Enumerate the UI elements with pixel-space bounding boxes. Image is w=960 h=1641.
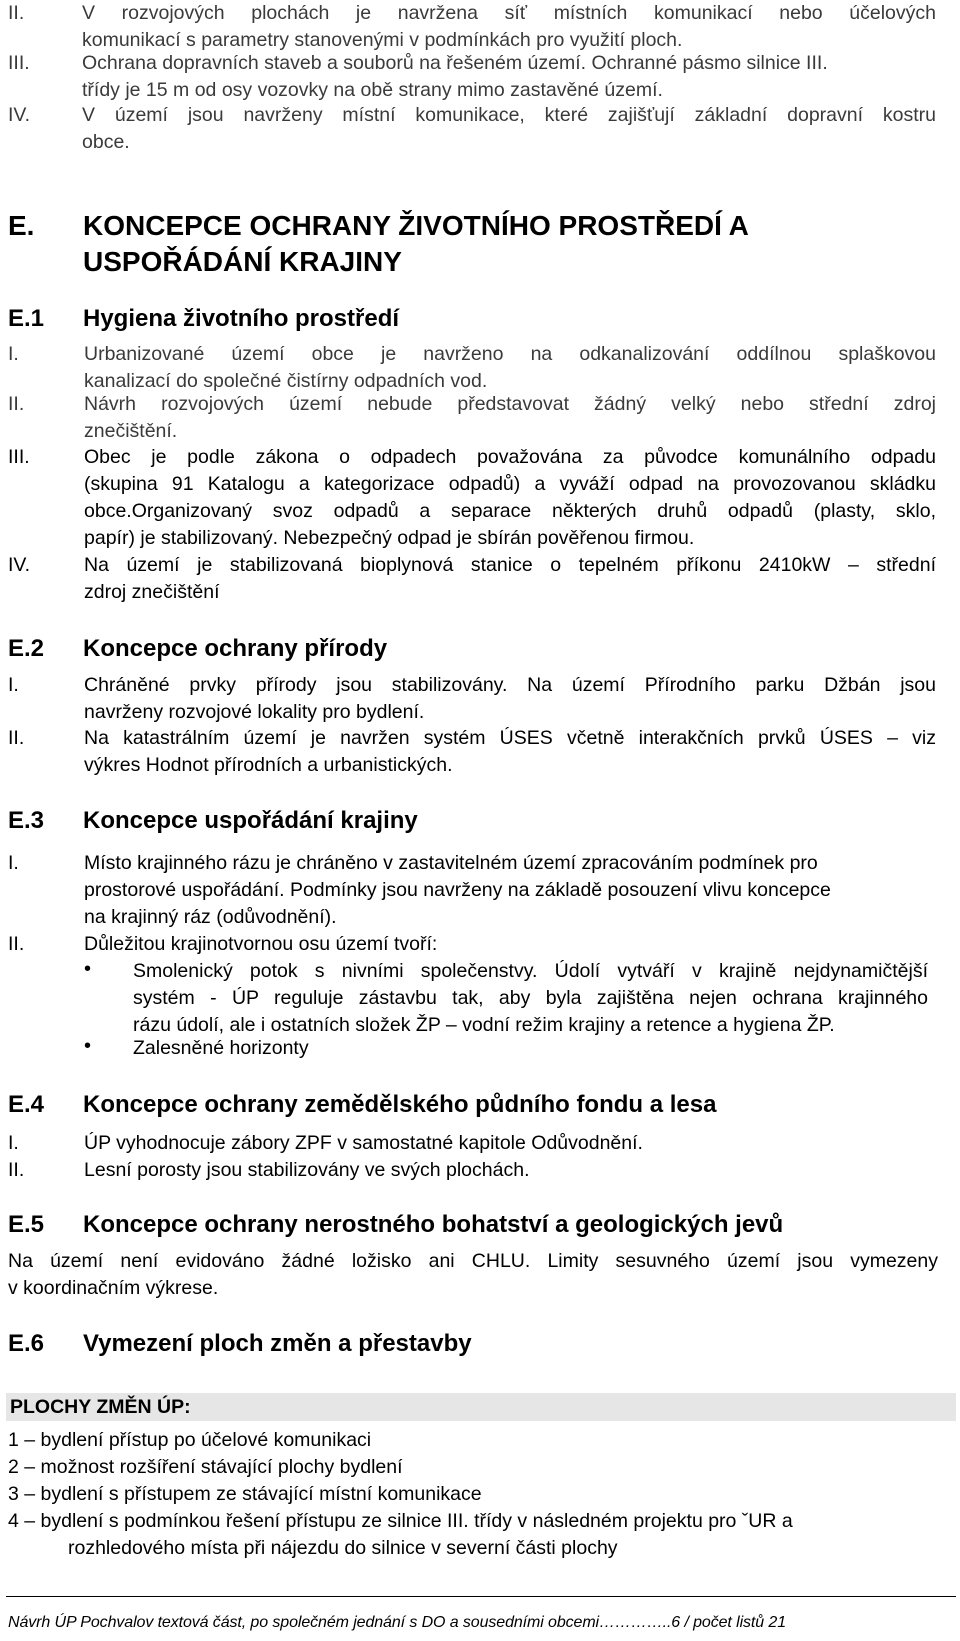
- plochy-item: 3 – bydlení s přístupem ze stávající místní komunikace: [8, 1483, 482, 1505]
- text-line: zdroj znečištění: [84, 581, 220, 603]
- list-number: IV.: [8, 104, 31, 126]
- section-title-line: USPOŘÁDÁNÍ KRAJINY: [83, 246, 402, 277]
- section-title: [83, 208, 943, 280]
- text-line: obce.: [82, 131, 130, 153]
- plochy-item-continuation: rozhledového místa při nájezdu do silnice v severní části plochy: [68, 1537, 618, 1559]
- text-line: navrženy rozvojové lokality pro bydlení.: [84, 701, 425, 723]
- list-number: I.: [8, 1132, 19, 1154]
- list-number: II.: [8, 727, 25, 749]
- list-number: II.: [8, 933, 25, 955]
- text-line: (skupina 91 Katalogu a kategorizace odpadů) a vyváží odpad na provozovanou skládku: [84, 473, 936, 495]
- subsection-title: Koncepce ochrany zemědělského půdního fondu a lesa: [83, 1091, 717, 1118]
- bullet-marker: •: [84, 958, 92, 980]
- subsection-title: Koncepce ochrany přírody: [83, 635, 388, 662]
- text-line: Lesní porosty jsou stabilizovány ve svých plochách.: [84, 1159, 530, 1181]
- text-line: V rozvojových plochách je navržena síť místních komunikací nebo účelových: [82, 2, 936, 24]
- list-number: IV.: [8, 554, 31, 576]
- section-title-line: KONCEPCE OCHRANY ŽIVOTNÍHO PROSTŘEDÍ A: [83, 210, 749, 241]
- subsection-number: E.3: [8, 807, 45, 834]
- text-line: Důležitou krajinotvornou osu území tvoří:: [84, 933, 438, 955]
- subsection-number: E.5: [8, 1211, 45, 1238]
- text-line: Návrh rozvojových území nebude představovat žádný velký nebo střední zdroj: [84, 393, 936, 415]
- plochy-title: PLOCHY ZMĚN ÚP:: [10, 1396, 191, 1418]
- text-line: ÚP vyhodnocuje zábory ZPF v samostatné kapitole Odůvodnění.: [84, 1132, 643, 1154]
- text-line: systém - ÚP reguluje zástavbu tak, aby byla zajištěna nejen ochrana krajinného: [133, 987, 928, 1009]
- text-line: Urbanizované území obce je navrženo na odkanalizování oddílnou splaškovou: [84, 343, 936, 365]
- text-line: Na katastrálním území je navržen systém ÚSES včetně interakčních prvků ÚSES – viz: [84, 727, 936, 749]
- text-line: komunikací s parametry stanovenými v podmínkách pro využití ploch.: [82, 29, 683, 51]
- text-line: obce.Organizovaný svoz odpadů a separace některých druhů odpadů (plasty, sklo,: [84, 500, 936, 522]
- text-line: třídy je 15 m od osy vozovky na obě strany mimo zastavěné území.: [82, 79, 663, 101]
- text-line: prostorové uspořádání. Podmínky jsou navrženy na základě posouzení vlivu koncepce: [84, 879, 831, 901]
- text-line: výkres Hodnot přírodních a urbanistických.: [84, 754, 453, 776]
- text-line: v koordinačním výkrese.: [8, 1277, 219, 1299]
- text-line: papír) je stabilizovaný. Nebezpečný odpad je sbírán pověřenou firmou.: [84, 527, 695, 549]
- subsection-number: E.4: [8, 1091, 45, 1118]
- subsection-title: Hygiena životního prostředí: [83, 305, 400, 332]
- page-footer: Návrh ÚP Pochvalov textová část, po společném jednání s DO a sousedními obcemi…………..6 / počet listů 21: [8, 1614, 787, 1631]
- list-number: III.: [8, 52, 30, 74]
- list-number: II.: [8, 2, 25, 24]
- footer-divider: [6, 1596, 956, 1597]
- text-line: rázu údolí, ale i ostatních složek ŽP – vodní režim krajiny a retence a hygiena ŽP.: [133, 1014, 835, 1036]
- section-heading: [8, 208, 34, 244]
- list-number: II.: [8, 393, 25, 415]
- list-number: I.: [8, 674, 19, 696]
- subsection-number: E.6: [8, 1330, 45, 1357]
- text-line: na krajinný ráz (odůvodnění).: [84, 906, 337, 928]
- text-line: Na území není evidováno žádné ložisko ani CHLU. Limity sesuvného území jsou vymezeny: [8, 1250, 938, 1272]
- list-number: II.: [8, 1159, 25, 1181]
- text-line: Místo krajinného rázu je chráněno v zastavitelném území zpracováním podmínek pro: [84, 852, 818, 874]
- text-line: Chráněné prvky přírody jsou stabilizovány. Na území Přírodního parku Džbán jsou: [84, 674, 936, 696]
- text-line: Obec je podle zákona o odpadech považována za původce komunálního odpadu: [84, 446, 936, 468]
- subsection-title: Koncepce uspořádání krajiny: [83, 807, 418, 834]
- plochy-item: 4 – bydlení s podmínkou řešení přístupu ze silnice III. třídy v následném projektu pro ˇUR a: [8, 1510, 793, 1532]
- subsection-title: Vymezení ploch změn a přestavby: [83, 1330, 472, 1357]
- plochy-item: 2 – možnost rozšíření stávající plochy bydlení: [8, 1456, 403, 1478]
- text-line: znečištění.: [84, 420, 178, 442]
- plochy-item: 1 – bydlení přístup po účelové komunikaci: [8, 1429, 372, 1451]
- subsection-title: Koncepce ochrany nerostného bohatství a geologických jevů: [83, 1211, 784, 1238]
- text-line: V území jsou navrženy místní komunikace, které zajišťují základní dopravní kostru: [82, 104, 936, 126]
- section-number: E.: [8, 210, 35, 241]
- text-line: kanalizací do společné čistírny odpadních vod.: [84, 370, 488, 392]
- text-line: Na území je stabilizovaná bioplynová stanice o tepelném příkonu 2410kW – střední: [84, 554, 936, 576]
- bullet-marker: •: [84, 1035, 92, 1057]
- subsection-number: E.2: [8, 635, 45, 662]
- text-line: Smolenický potok s nivními společenstvy. Údolí vytváří v krajině nejdynamičtější: [133, 960, 928, 982]
- subsection-number: E.1: [8, 305, 45, 332]
- list-number: I.: [8, 343, 19, 365]
- list-number: III.: [8, 446, 30, 468]
- list-number: I.: [8, 852, 19, 874]
- text-line: Zalesněné horizonty: [133, 1037, 309, 1059]
- text-line: Ochrana dopravních staveb a souborů na řešeném území. Ochranné pásmo silnice III.: [82, 52, 828, 74]
